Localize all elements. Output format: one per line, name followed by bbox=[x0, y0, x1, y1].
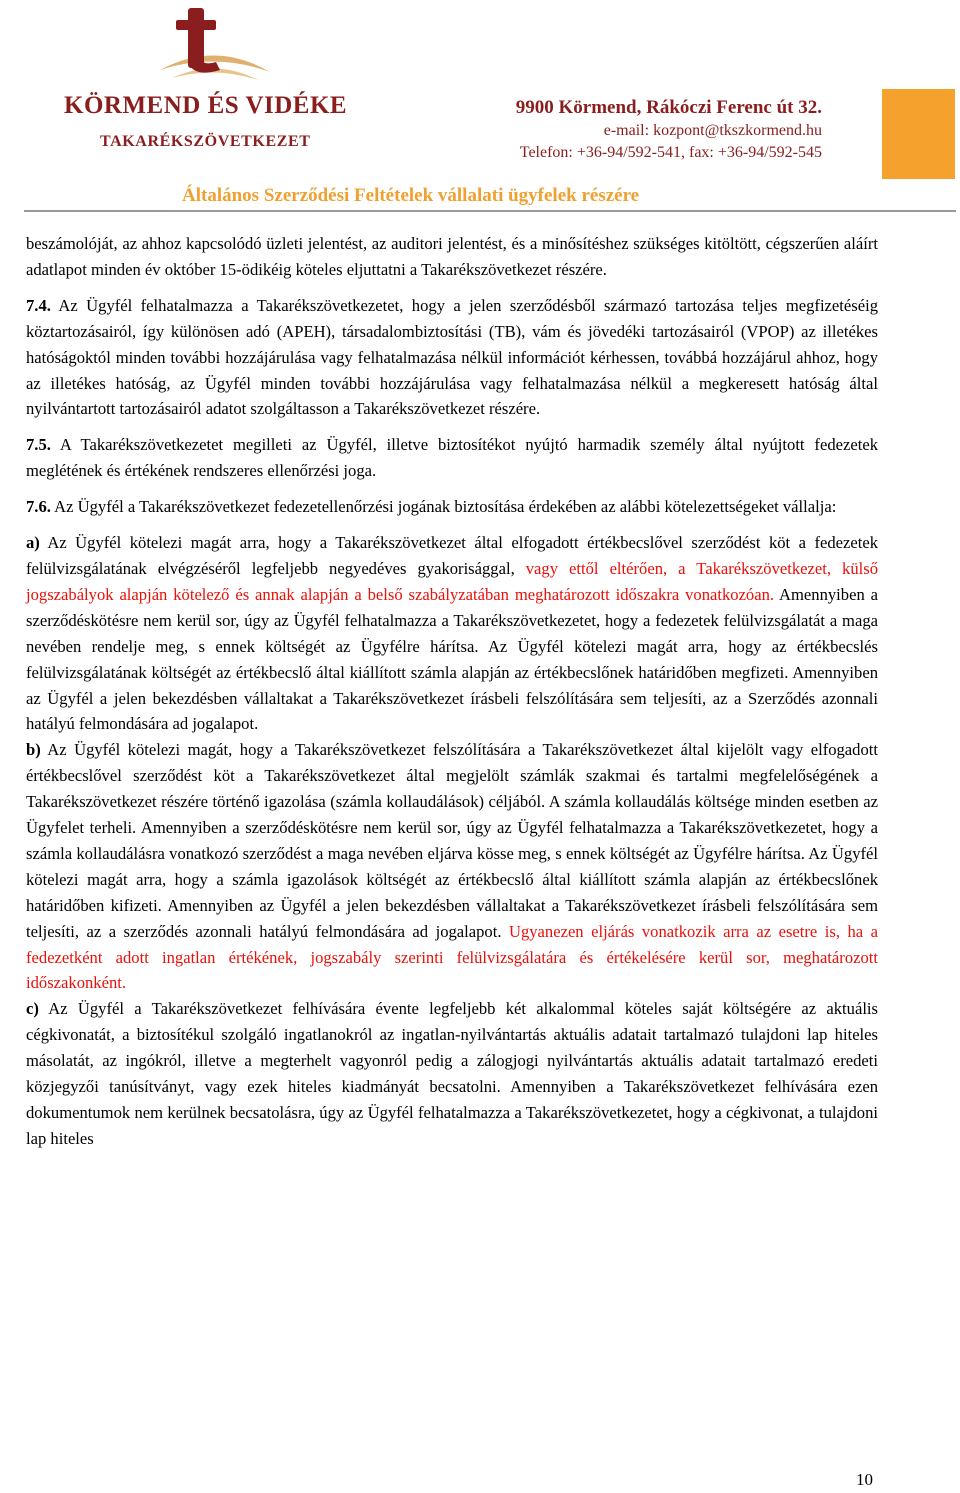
section-number: 7.4. bbox=[26, 295, 51, 315]
section-7-6: 7.6. Az Ügyfél a Takarékszövetkezet fedezetellenőrzési jogának biztosítása érdekében az alábbi kötelezettségeket vállalja: bbox=[26, 497, 837, 517]
section-7-4: 7.4. Az Ügyfél felhatalmazza a Takarékszövetkezetet, hogy a jelen szerződésből származó tartozása teljes megfizetéséig köztartozásairól, így különösen adó (APEH), társadalombiztosítási (TB), vám és jövedéki tartozásairól (VPOP) az illetékes hatóságoktól minden további hozzájárulása vagy felhatalmazása nélkül információt kérhessen, továbbá hozzájárul ahhoz, hogy az illetékes hatóság, az Ügyfél minden további hozzájárulása vagy felhatalmazása nélkül a megkeresett hatóság által nyilvántartott tartozásairól adatot szolgáltasson a Takarékszövetkezet részére. bbox=[26, 295, 878, 419]
document-body bbox=[26, 231, 878, 1152]
section-number: 7.5. bbox=[26, 435, 51, 455]
document-title: Általános Szerződési Feltételek vállalati ügyfelek részére bbox=[182, 185, 640, 206]
item-label: b) bbox=[26, 740, 41, 760]
paragraph-continued: beszámolóját, az ahhoz kapcsolódó üzleti jelentést, az auditori jelentést, és a minősítéshez szükséges kitöltött, cégszerűen aláírt adatlapot minden év október 15-ödikéig köteles eljuttatni a Takarékszövetkezet részére. bbox=[26, 234, 878, 279]
item-label: a) bbox=[26, 533, 40, 553]
brand-title: KÖRMEND ÉS VIDÉKE bbox=[64, 92, 348, 119]
item-c: c) Az Ügyfél a Takarékszövetkezet felhívására évente legfeljebb két alkalommal köteles saját költségére az aktuális cégkivonatát, a biztosítékul szolgáló ingatlanokról az ingatlan-nyilvántartás aktuális adatait tartalmazó tulajdoni lap hiteles másolatát, az ingókról, illetve a megterhelt vagyonról pedig a zálogjogi nyilvántartás aktuális adatait tartalmazó eredeti közjegyzői tanúsítványt, vagy ezek hiteles kiadmányát becsatolni. Amennyiben a Takarékszövetkezet felhívására ezen dokumentumok nem kerülnek becsatolásra, úgy az Ügyfél felhatalmazza a Takarékszövetkezetet, hogy a cégkivonat, a tulajdoni lap hiteles bbox=[26, 999, 878, 1148]
amended-text: vagy ettől eltérően, a Takarékszövetkezet, külső jogszabályok alapján kötelező és annak alapján a belső szabályzatában meghatározott időszakra vonatkozóan. bbox=[26, 558, 879, 604]
header-divider bbox=[24, 210, 956, 212]
page-number: 10 bbox=[856, 1470, 873, 1489]
address: 9900 Körmend, Rákóczi Ferenc út 32. bbox=[515, 97, 822, 118]
amended-text: Ugyanezen eljárás vonatkozik arra az esetre is, ha a fedezetként adott ingatlan értékének, jogszabály szerinti felülvizsgálatára és értékelésére kerül sor, meghatározott időszakonként. bbox=[26, 921, 878, 993]
item-b: b) Az Ügyfél kötelezi magát, hogy a Takarékszövetkezet felszólítására a Takarékszövetkezet által kijelölt vagy elfogadott értékbecslővel szerződést köt a Takarékszövetkezet által megjelölt számlák szakmai és tartalmi megfelelőségének a Takarékszövetkezet részére történő igazolása (számla kollaudálások) céljából. A számla kollaudálás költsége minden esetben az Ügyfelet terheli. Amennyiben a szerződéskötésre nem kerül sor, úgy az Ügyfél felhatalmazza a Takarékszövetkezetet, hogy a számla kollaudálásra vonatkozó szerződést a maga nevében eljárva kösse meg, s ennek költségét az Ügyfélre hárítsa. Az Ügyfél kötelezi magát arra, hogy a számla igazolások költségét az értékbecslő által kiállított számla alapján az értékbecslőnek határidőben kifizeti. Amennyiben az Ügyfél a jelen bekezdésben vállaltakat a Takarékszövetkezet írásbeli felszólítására sem teljesíti, az a szerződés azonnali hatályú felmondására ad jogalapot. Ugyanezen eljárás vonatkozik arra az esetre is, ha a fedezetként adott ingatlan értékének, jogszabály szerinti felülvizsgálatára és értékelésére kerül sor, meghatározott időszakonként. bbox=[26, 740, 878, 993]
t-logo-icon bbox=[150, 0, 280, 90]
section-7-5: 7.5. A Takarékszövetkezetet megilleti az Ügyfél, illetve biztosítékot nyújtó harmadik személy által nyújtott fedezetek meglétének és értékének rendszeres ellenőrzési joga. bbox=[26, 435, 878, 481]
accent-block bbox=[882, 89, 955, 179]
item-a: a) Az Ügyfél kötelezi magát arra, hogy a Takarékszövetkezet által elfogadott értékbecslővel szerződést köt a fedezetek felülvizsgálatának elvégzéséről legfeljebb negyedéves gyakorisággal, vagy ettől eltérően, a Takarékszövetkezet, külső jogszabályok alapján kötelező és annak alapján a belső szabályzatában meghatározott időszakra vonatkozóan. Amennyiben a szerződéskötésre nem kerül sor, úgy az Ügyfél felhatalmazza a Takarékszövetkezetet, hogy a fedezetek felülvizsgálatát a maga nevében rendelje meg, s ennek költségét az Ügyfélre hárítsa. Az Ügyfél kötelezi magát arra, hogy az értékbecslés felülvizsgálatának költségét az értékbecslő által kiállított számla alapján az értékbecslőnek határidőben megfizeti. Amennyiben az Ügyfél a jelen bekezdésben vállaltakat a Takarékszövetkezet írásbeli felszólítására sem teljesíti, az a Szerződés azonnali hatályú felmondására ad jogalapot. bbox=[26, 533, 879, 734]
item-label: c) bbox=[26, 999, 39, 1019]
phone-fax: Telefon: +36-94/592-541, fax: +36-94/592-545 bbox=[519, 144, 822, 161]
section-number: 7.6. bbox=[26, 497, 51, 517]
email: e-mail: kozpont@tkszkormend.hu bbox=[603, 122, 822, 139]
document-header bbox=[0, 0, 960, 215]
brand-subtitle: TAKARÉKSZÖVETKEZET bbox=[100, 133, 311, 150]
contact-block bbox=[516, 96, 822, 164]
